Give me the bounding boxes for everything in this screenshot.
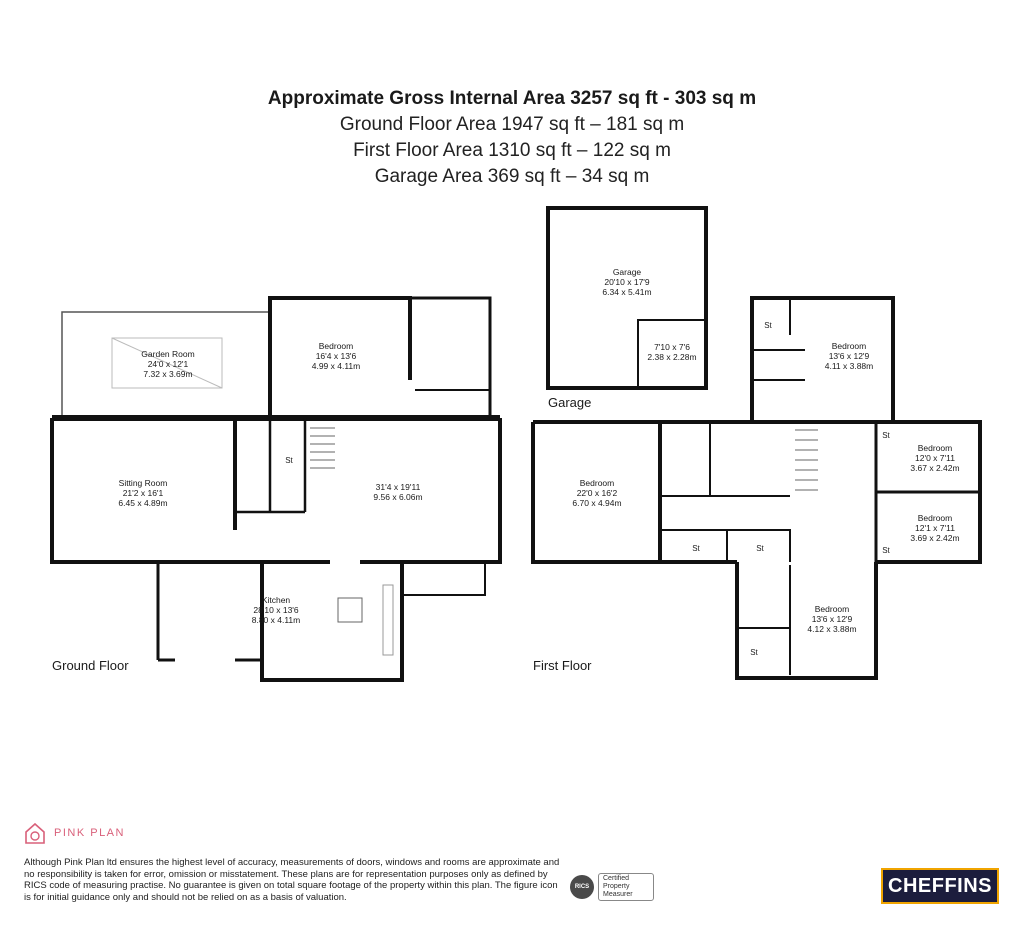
garage-store-imperial: 7'10 x 7'6 <box>654 342 690 352</box>
svg-text:St: St <box>764 321 772 330</box>
ff-bed-3-metric: 3.67 x 2.42m <box>910 463 960 473</box>
svg-text:St: St <box>750 648 758 657</box>
pink-plan-logo-icon <box>24 821 46 845</box>
room-kitchen <box>252 595 301 625</box>
room-gf-bedroom <box>312 341 361 371</box>
room-garage <box>602 267 651 297</box>
gf-bedroom-name: Bedroom <box>318 341 354 351</box>
ground-floor-area: Ground Floor Area 1947 sq ft – 181 sq m <box>339 114 685 135</box>
ff-bed-2-name: Bedroom <box>831 341 867 351</box>
ff-bed-1-metric: 6.70 x 4.94m <box>572 498 622 508</box>
cheffins-logo: CHEFFINS <box>881 868 999 904</box>
rics-badge-icon: RICS <box>570 875 594 899</box>
gf-bedroom-metric: 4.99 x 4.11m <box>311 361 361 371</box>
svg-text:St: St <box>756 544 764 553</box>
ff-bed-2-metric: 4.11 x 3.88m <box>824 361 874 371</box>
svg-text:St: St <box>882 431 890 440</box>
garage-imperial: 20'10 x 17'9 <box>604 277 650 287</box>
ff-bed-5-metric: 4.12 x 3.88m <box>807 624 857 634</box>
kitchen-metric: 8.80 x 4.11m <box>251 615 301 625</box>
room-ff-bed-2 <box>825 341 874 371</box>
svg-text:St: St <box>882 546 890 555</box>
ff-bed-5-imperial: 13'6 x 12'9 <box>811 614 853 624</box>
ff-bed-1-imperial: 22'0 x 16'2 <box>576 488 618 498</box>
ff-bed-4-metric: 3.69 x 2.42m <box>910 533 960 543</box>
garage-label: Garage <box>548 395 592 410</box>
garden-room-name: Garden Room <box>141 349 195 359</box>
garage-store-metric: 2.38 x 2.28m <box>647 352 697 362</box>
kitchen-name: Kitchen <box>261 595 291 605</box>
ff-store-labels <box>692 321 890 657</box>
sitting-room-imperial: 21'2 x 16'1 <box>122 488 164 498</box>
gf-bedroom-imperial: 16'4 x 13'6 <box>315 351 357 361</box>
room-ff-bed-5 <box>807 604 856 634</box>
garden-room-imperial: 24'0 x 12'1 <box>147 359 189 369</box>
ff-bed-2-imperial: 13'6 x 12'9 <box>828 351 870 361</box>
room-ff-bed-3 <box>910 443 959 473</box>
open-plan-metric: 9.56 x 6.06m <box>373 492 423 502</box>
ff-bed-5-name: Bedroom <box>814 604 850 614</box>
sitting-room-metric: 6.45 x 4.89m <box>118 498 168 508</box>
garage-metric: 6.34 x 5.41m <box>602 287 652 297</box>
svg-text:St: St <box>692 544 700 553</box>
room-ff-bed-1 <box>572 478 621 508</box>
sitting-room-name: Sitting Room <box>118 478 168 488</box>
garden-room-metric: 7.32 x 3.69m <box>143 369 193 379</box>
garage-area: Garage Area 369 sq ft – 34 sq m <box>374 166 650 187</box>
total-area-title: Approximate Gross Internal Area 3257 sq ft - 303 sq m <box>267 88 757 109</box>
ground-floor-label: Ground Floor <box>52 658 129 673</box>
ff-bed-3-name: Bedroom <box>917 443 953 453</box>
open-plan-imperial: 31'4 x 19'11 <box>375 482 421 492</box>
ff-bed-4-imperial: 12'1 x 7'11 <box>915 523 955 533</box>
room-open-plan <box>373 482 422 502</box>
room-garage-store <box>647 342 696 362</box>
first-floor-label: First Floor <box>533 658 592 673</box>
pink-plan-name: PINK PLAN <box>54 827 125 839</box>
garage-name: Garage <box>612 267 642 277</box>
ff-bed-3-imperial: 12'0 x 7'11 <box>915 453 955 463</box>
room-garden-room <box>141 349 194 379</box>
rics-certification <box>570 873 654 901</box>
pink-plan-brand <box>24 820 125 846</box>
room-ff-bed-4 <box>910 513 959 543</box>
kitchen-imperial: 28'10 x 13'6 <box>253 605 299 615</box>
room-sitting-room <box>118 478 167 508</box>
ff-bed-4-name: Bedroom <box>917 513 953 523</box>
rics-certified-text: Certified Property Measurer <box>598 873 654 901</box>
first-floor-area: First Floor Area 1310 sq ft – 122 sq m <box>353 140 671 161</box>
disclaimer-text: Although Pink Plan ltd ensures the highest level of accuracy, measurements of doors, windows and rooms are approximate and no responsibility is taken for error, omission or misstatement. These plans are for representation purposes only as defined by RICS code of measuring practise. No guarantee is given on total square footage of the property within this plan. The figure icon is for initial guidance only and should not be relied on as a basis of valuation. <box>24 857 560 903</box>
ff-bed-1-name: Bedroom <box>579 478 615 488</box>
gf-store-label: St <box>285 456 293 465</box>
